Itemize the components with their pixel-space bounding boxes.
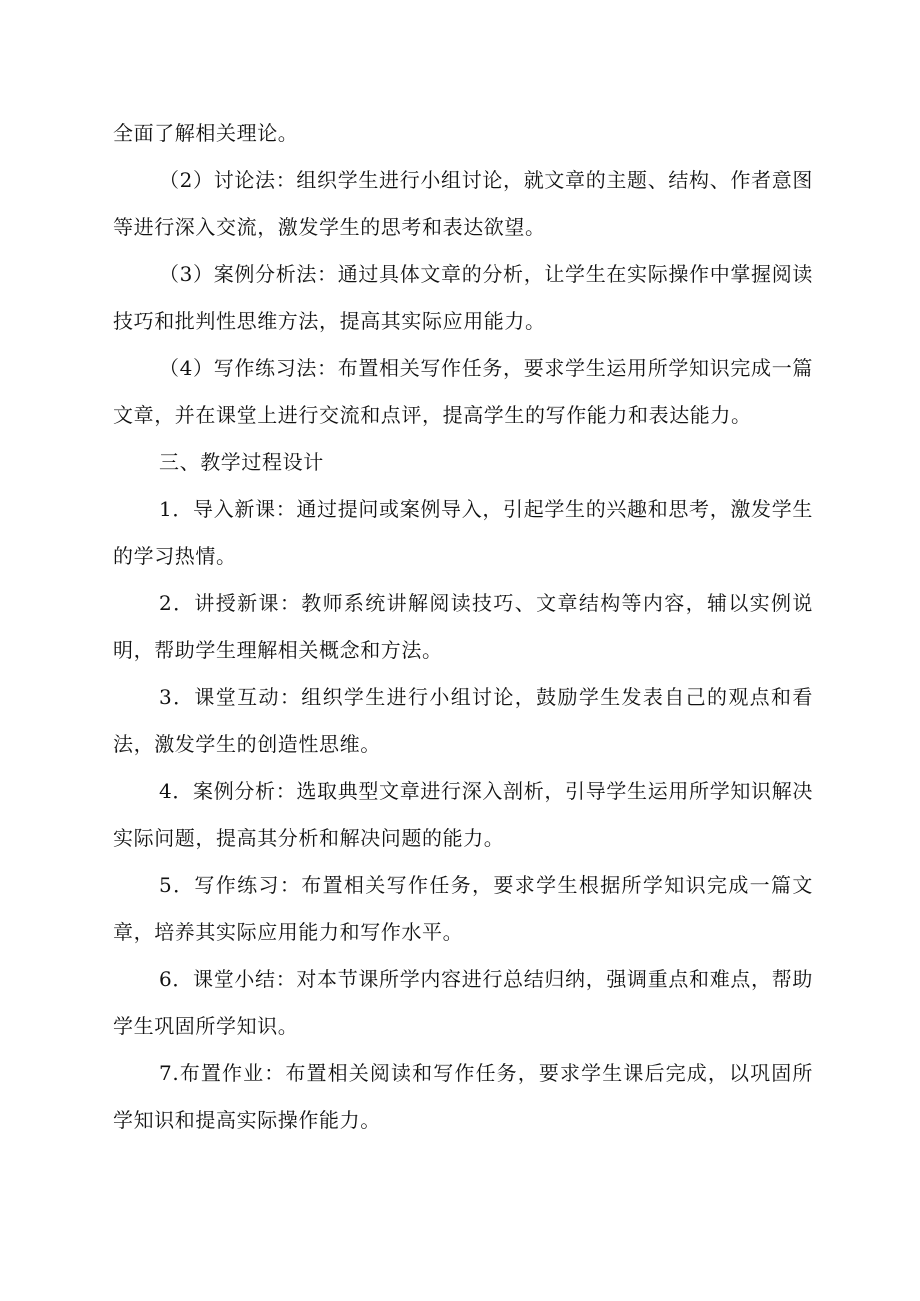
paragraph-method-writing-practice: （4）写作练习法：布置相关写作任务，要求学生运用所学知识完成一篇文章，并在课堂上进行交流和点评，提高学生的写作能力和表达能力。	[113, 356, 813, 427]
list-item-introduce-lesson: 1．导入新课：通过提问或案例导入，引起学生的兴趣和思考，激发学生的学习热情。	[113, 497, 813, 568]
list-item-homework: 7.布置作业：布置相关阅读和写作任务，要求学生课后完成，以巩固所学知识和提高实际操作能力。	[113, 1061, 813, 1132]
section-heading-teaching-process: 三、教学过程设计	[159, 450, 324, 474]
paragraph-continuation: 全面了解相关理论。	[113, 121, 299, 145]
list-item-case-analysis: 4．案例分析：选取典型文章进行深入剖析，引导学生运用所学知识解决实际问题，提高其分析和解决问题的能力。	[113, 779, 813, 850]
list-item-classroom-interaction: 3．课堂互动：组织学生进行小组讨论，鼓励学生发表自己的观点和看法，激发学生的创造性思维。	[113, 685, 813, 756]
list-item-writing-practice: 5．写作练习：布置相关写作任务，要求学生根据所学知识完成一篇文章，培养其实际应用能力和写作水平。	[113, 873, 813, 944]
list-item-class-summary: 6．课堂小结：对本节课所学内容进行总结归纳，强调重点和难点，帮助学生巩固所学知识。	[113, 967, 813, 1038]
list-item-teach-lesson: 2．讲授新课：教师系统讲解阅读技巧、文章结构等内容，辅以实例说明，帮助学生理解相关概念和方法。	[113, 591, 813, 662]
paragraph-method-discussion: （2）讨论法：组织学生进行小组讨论，就文章的主题、结构、作者意图等进行深入交流，激发学生的思考和表达欲望。	[113, 168, 813, 239]
document-body	[113, 110, 813, 1144]
paragraph-method-case-analysis: （3）案例分析法：通过具体文章的分析，让学生在实际操作中掌握阅读技巧和批判性思维方法，提高其实际应用能力。	[113, 262, 813, 333]
